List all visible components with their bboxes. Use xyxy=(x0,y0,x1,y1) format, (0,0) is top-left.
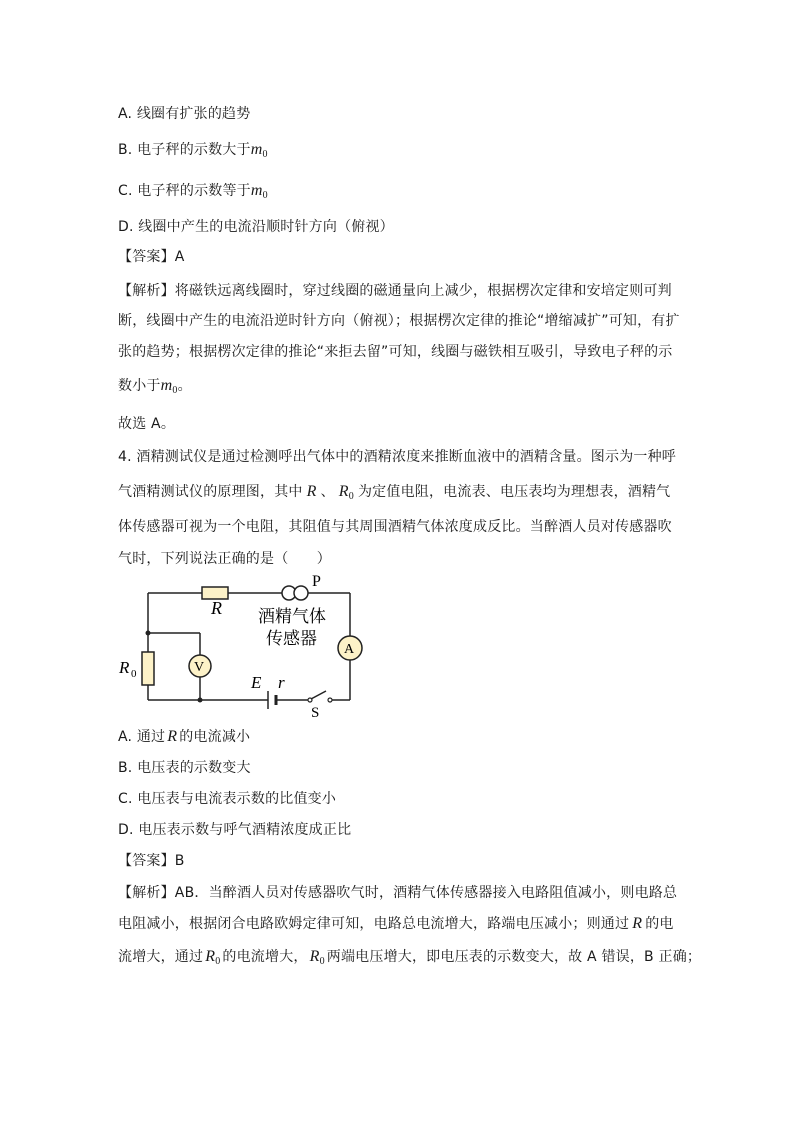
q4-option-d: D. 电压表示数与呼气酒精浓度成正比 xyxy=(118,822,352,838)
q4-stem-line-4: 气时，下列说法正确的是（ ） xyxy=(118,551,331,567)
junction-dot-left xyxy=(146,631,151,636)
q4-stem-line-2 xyxy=(118,482,670,507)
q4-analysis-line-2-text: 电阻减小，根据闭合电路欧姆定律可知，电路总电流增大，路端电压减小；则通过 xyxy=(118,916,630,932)
q3-analysis-line-4-text: 数小于 xyxy=(118,378,161,394)
r0-symbol: $R_0$ xyxy=(205,948,221,967)
m0-symbol: $m_0$ xyxy=(250,141,268,160)
sensor-coil-right xyxy=(294,586,308,600)
r0-symbol: $R_0$ xyxy=(309,948,325,967)
q4-option-a-post: 的电流减小 xyxy=(179,729,251,745)
q3-option-c-text: C. 电子秤的示数等于 xyxy=(118,183,251,199)
label-sensor-line-1: 酒精气体 xyxy=(258,607,326,627)
m0-symbol: $m_0$ xyxy=(160,377,178,396)
label-r: R xyxy=(211,598,222,618)
q4-stem-text-a: 气酒精测试仪的原理图，其中 xyxy=(118,484,303,500)
resistor-r0 xyxy=(142,652,154,685)
junction-dot-bottom xyxy=(198,698,203,703)
label-s: S xyxy=(311,705,320,718)
q3-conclusion: 故选 A。 xyxy=(118,416,176,432)
q4-analysis-line-3 xyxy=(118,947,701,972)
circuit-diagram xyxy=(110,568,380,718)
q4-analysis-line-3-b: 的电流增大， xyxy=(222,949,308,965)
switch-contact xyxy=(328,698,332,702)
q3-analysis-end: 。 xyxy=(177,378,192,394)
q3-analysis-line-1: 【解析】将磁铁远离线圈时，穿过线圈的磁通量向上减少，根据楞次定律和安培定则可判 xyxy=(118,283,672,299)
q4-stem-text-b: 为定值电阻，电流表、电压表均为理想表，酒精气 xyxy=(357,484,671,500)
q4-analysis-line-1: 【解析】AB．当醉酒人员对传感器吹气时，酒精气体传感器接入电路阻值减小，则电路总 xyxy=(118,885,678,901)
q4-analysis-line-3-a: 流增大，通过 xyxy=(118,949,204,965)
q4-analysis-line-2-end: 的电 xyxy=(645,916,674,932)
r-symbol: R xyxy=(167,728,178,745)
label-r0: R xyxy=(119,658,130,677)
q4-option-a-pre: A. 通过 xyxy=(118,729,166,745)
q4-answer: 【答案】B xyxy=(118,853,185,869)
r0-symbol: $R_0$ xyxy=(338,483,354,502)
q3-option-d: D. 线圈中产生的电流沿顺时针方向（俯视） xyxy=(118,219,394,235)
label-r-internal: r xyxy=(278,673,285,692)
q3-option-a: A. 线圈有扩张的趋势 xyxy=(118,106,251,122)
q3-analysis-line-4 xyxy=(118,376,192,401)
q4-analysis-line-2 xyxy=(118,914,674,934)
q3-option-c xyxy=(118,181,268,206)
m0-symbol: $m_0$ xyxy=(250,182,268,201)
label-voltmeter: V xyxy=(194,660,205,675)
q3-analysis-line-2: 断，线圈中产生的电流沿逆时针方向（俯视）；根据楞次定律的推论“增缩减扩”可知，有扩 xyxy=(118,313,680,329)
q3-option-b-text: B. 电子秤的示数大于 xyxy=(118,142,251,158)
q4-stem-line-3: 体传感器可视为一个电阻，其阻值与其周围酒精气体浓度成反比。当醉酒人员对传感器吹 xyxy=(118,519,672,535)
q4-stem-comma: 、 xyxy=(320,484,335,500)
q4-option-a xyxy=(118,727,250,747)
label-e: E xyxy=(251,673,262,692)
label-p: P xyxy=(312,573,321,590)
label-ammeter: A xyxy=(344,642,355,657)
q3-analysis-line-3: 张的趋势；根据楞次定律的推论“来拒去留”可知，线圈与磁铁相互吸引，导致电子秤的示 xyxy=(118,344,673,360)
q4-analysis-line-3-c: 两端电压增大，即电压表的示数变大，故 A 错误，B 正确； xyxy=(326,949,702,965)
label-sensor-line-2: 传感器 xyxy=(266,629,317,649)
r-symbol: R xyxy=(632,915,643,932)
q4-option-c: C. 电压表与电流表示数的比值变小 xyxy=(118,791,337,807)
r-symbol: R xyxy=(306,483,317,500)
q3-answer: 【答案】A xyxy=(118,249,185,265)
q3-option-b xyxy=(118,140,268,165)
switch-blade xyxy=(311,691,326,699)
q4-stem-line-1: 4. 酒精测试仪是通过检测呼出气体中的酒精浓度来推断血液中的酒精含量。图示为一种呼 xyxy=(118,449,677,465)
label-r0-sub: 0 xyxy=(131,668,137,680)
q4-option-b: B. 电压表的示数变大 xyxy=(118,760,251,776)
